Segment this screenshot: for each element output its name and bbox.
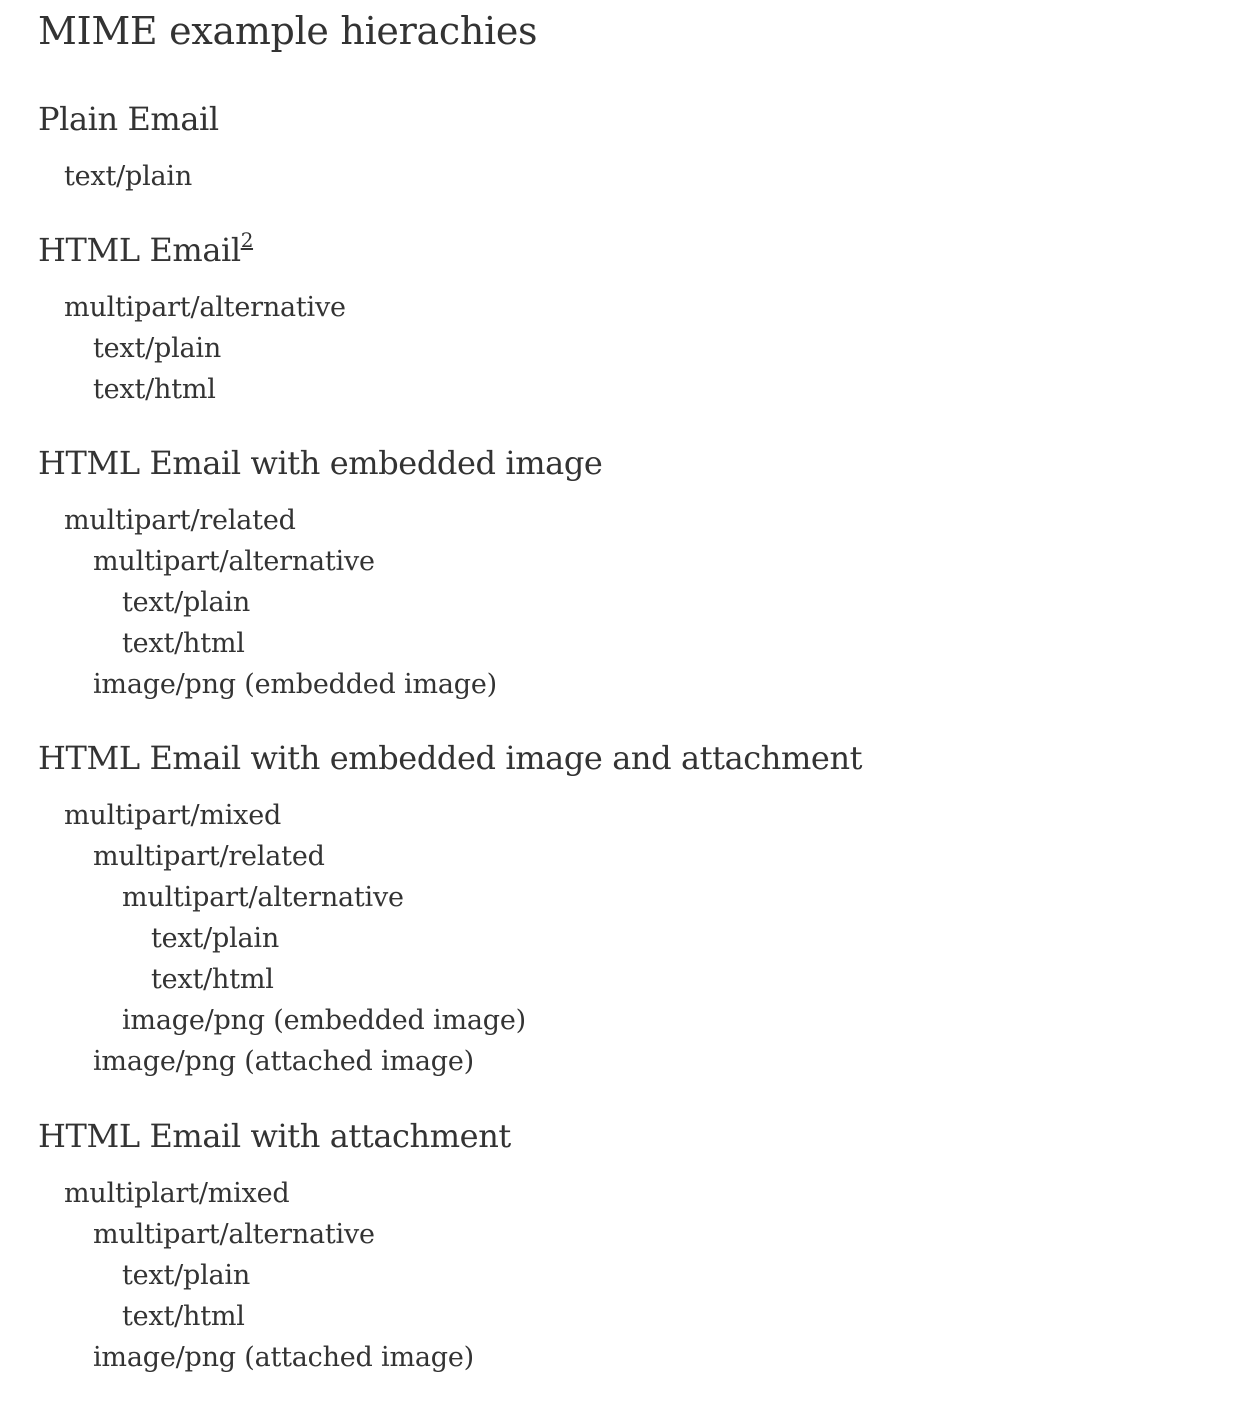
mime-node: text/html — [122, 1301, 245, 1332]
mime-node: text/html — [93, 374, 216, 405]
section-heading-label: HTML Email with embedded image and attachment — [38, 739, 863, 777]
mime-tree-html-email-embedded-image-attachment — [64, 795, 526, 1082]
mime-node: multipart/related — [64, 505, 296, 536]
mime-node: multipart/related — [93, 841, 325, 872]
section-heading-html-email — [38, 229, 253, 271]
section-heading-html-email-embedded-image — [38, 442, 602, 484]
mime-node: image/png (attached image) — [93, 1342, 474, 1373]
footnote-link[interactable]: 2 — [240, 228, 254, 252]
mime-node: text/html — [122, 628, 245, 659]
mime-node: text/plain — [93, 333, 222, 364]
section-heading-label: HTML Email — [38, 231, 241, 269]
mime-tree-html-email — [64, 287, 346, 410]
mime-node: text/html — [151, 964, 274, 995]
mime-node: text/plain — [64, 161, 193, 192]
section-heading-label: HTML Email with embedded image — [38, 444, 603, 482]
mime-node: multiplart/mixed — [64, 1178, 290, 1209]
page-title: MIME example hierachies — [38, 9, 538, 53]
mime-node: text/plain — [151, 923, 280, 954]
mime-node: image/png (embedded image) — [122, 1005, 526, 1036]
section-heading-label: HTML Email with attachment — [38, 1117, 511, 1155]
mime-node: image/png (embedded image) — [93, 669, 497, 700]
mime-node: image/png (attached image) — [93, 1046, 474, 1077]
mime-tree-plain-email — [64, 156, 192, 197]
mime-node: multipart/alternative — [93, 546, 375, 577]
section-heading-html-email-embedded-image-attachment — [38, 737, 862, 779]
mime-node: multipart/alternative — [64, 292, 346, 323]
section-heading-label: Plain Email — [38, 100, 219, 138]
mime-node: multipart/mixed — [64, 800, 282, 831]
section-heading-plain-email — [38, 98, 219, 140]
section-heading-html-email-attachment — [38, 1115, 511, 1157]
mime-node: multipart/alternative — [93, 1219, 375, 1250]
mime-node: text/plain — [122, 1260, 251, 1291]
mime-tree-html-email-attachment — [64, 1173, 474, 1378]
mime-tree-html-email-embedded-image — [64, 500, 497, 705]
mime-node: multipart/alternative — [122, 882, 404, 913]
mime-node: text/plain — [122, 587, 251, 618]
